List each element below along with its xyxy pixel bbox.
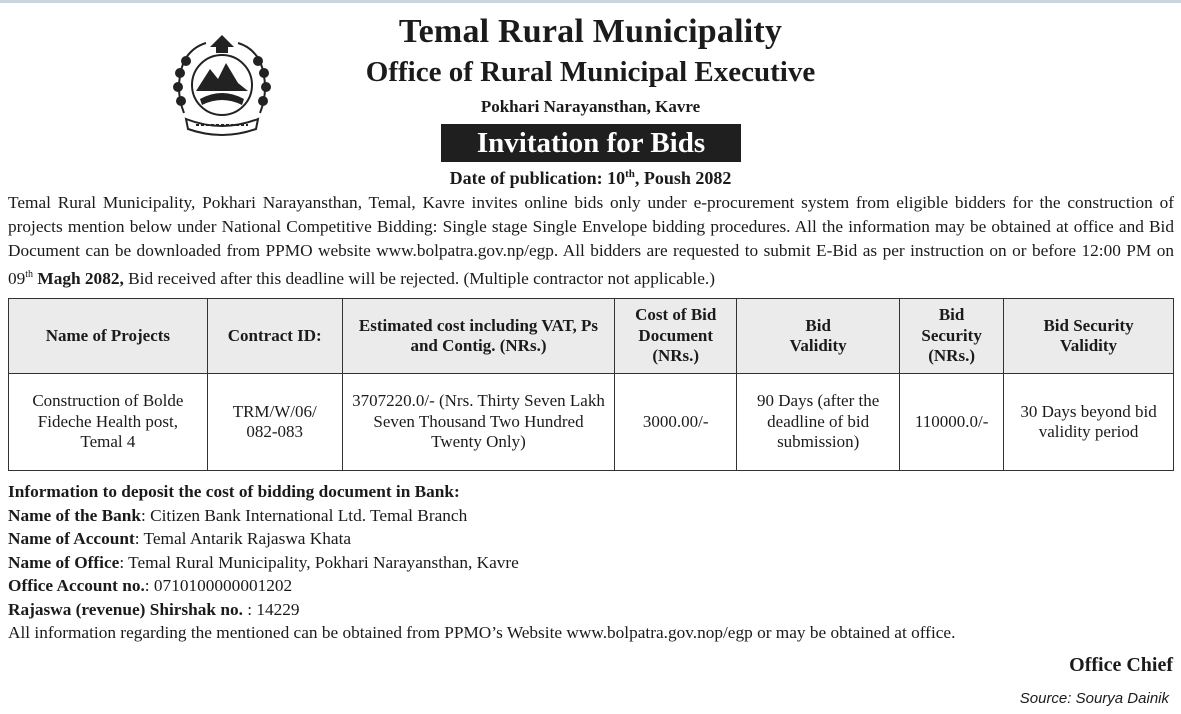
header-bid-document-cost: Cost of Bid Document (NRs.) bbox=[615, 299, 737, 374]
cell-contract-id: TRM/W/06/ 082-083 bbox=[207, 374, 342, 471]
notice-paragraph: Temal Rural Municipality, Pokhari Narayansthan, Temal, Kavre invites online bids only under e-procurement system from eligible bidders for the construction of projects mention below under National Competitive Bidding: Single stage Single Envelope bidding procedures. All the information may be obtained at office and Bid Document can be downloaded from PPMO website www.bolpatra.gov.np/egp. All bidders are requested to submit E-Bid as per instruction on or before 12:00 PM on 09th Magh 2082, Bid received after this deadline will be rejected. (Multiple contractor not applicable.) bbox=[8, 193, 1174, 288]
cell-estimated-cost: 3707220.0/- (Nrs. Thirty Seven Lakh Seven Thousand Two Hundred Twenty Only) bbox=[342, 374, 615, 471]
location-subtitle: Pokhari Narayansthan, Kavre bbox=[480, 97, 701, 116]
header-bid-security: Bid Security (NRs.) bbox=[900, 299, 1004, 374]
publication-date: Date of publication: 10th, Poush 2082 bbox=[449, 168, 732, 188]
top-border bbox=[0, 0, 1181, 3]
account-name-line: Name of Account: Temal Antarik Rajaswa Khata bbox=[8, 529, 352, 548]
municipality-title: Temal Rural Municipality bbox=[398, 13, 783, 50]
bank-info-section bbox=[8, 480, 1178, 645]
cell-bid-security: 110000.0/- bbox=[900, 374, 1004, 471]
footer-note: All information regarding the mentioned can be obtained from PPMO’s Website www.bolpatra.gov.nop/egp or may be obtained at office. bbox=[8, 623, 956, 642]
revenue-number-line: Rajaswa (revenue) Shirshak no. : 14229 bbox=[8, 599, 300, 619]
cell-project-name: Construction of Bolde Fideche Health post, Temal 4 bbox=[9, 374, 208, 471]
header-name-of-projects: Name of Projects bbox=[9, 299, 208, 374]
table-header-row bbox=[9, 299, 1174, 374]
header-contract-id: Contract ID: bbox=[207, 299, 342, 374]
bank-name-line: Name of the Bank: Citizen Bank International Ltd. Temal Branch bbox=[8, 505, 468, 525]
office-title: Office of Rural Municipal Executive bbox=[365, 56, 816, 88]
bids-table bbox=[8, 298, 1174, 471]
table-row bbox=[9, 374, 1174, 471]
source-credit: Source: Sourya Dainik bbox=[1019, 690, 1169, 707]
cell-security-validity: 30 Days beyond bid validity period bbox=[1004, 374, 1174, 471]
office-name-line: Name of Office: Temal Rural Municipality, Pokhari Narayansthan, Kavre bbox=[8, 552, 519, 572]
notice-title-banner: Invitation for Bids bbox=[441, 124, 741, 162]
account-number-line: Office Account no.: 0710100000001202 bbox=[8, 576, 293, 595]
header-bid-validity: Bid Validity bbox=[737, 299, 900, 374]
header-bid-security-validity: Bid Security Validity bbox=[1004, 299, 1174, 374]
cell-document-cost: 3000.00/- bbox=[615, 374, 737, 471]
signature-office-chief: Office Chief bbox=[1069, 654, 1173, 676]
cell-bid-validity: 90 Days (after the deadline of bid submission) bbox=[737, 374, 900, 471]
header-estimated-cost: Estimated cost including VAT, Ps and Contig. (NRs.) bbox=[342, 299, 615, 374]
bank-info-heading: Information to deposit the cost of bidding document in Bank: bbox=[8, 482, 460, 501]
